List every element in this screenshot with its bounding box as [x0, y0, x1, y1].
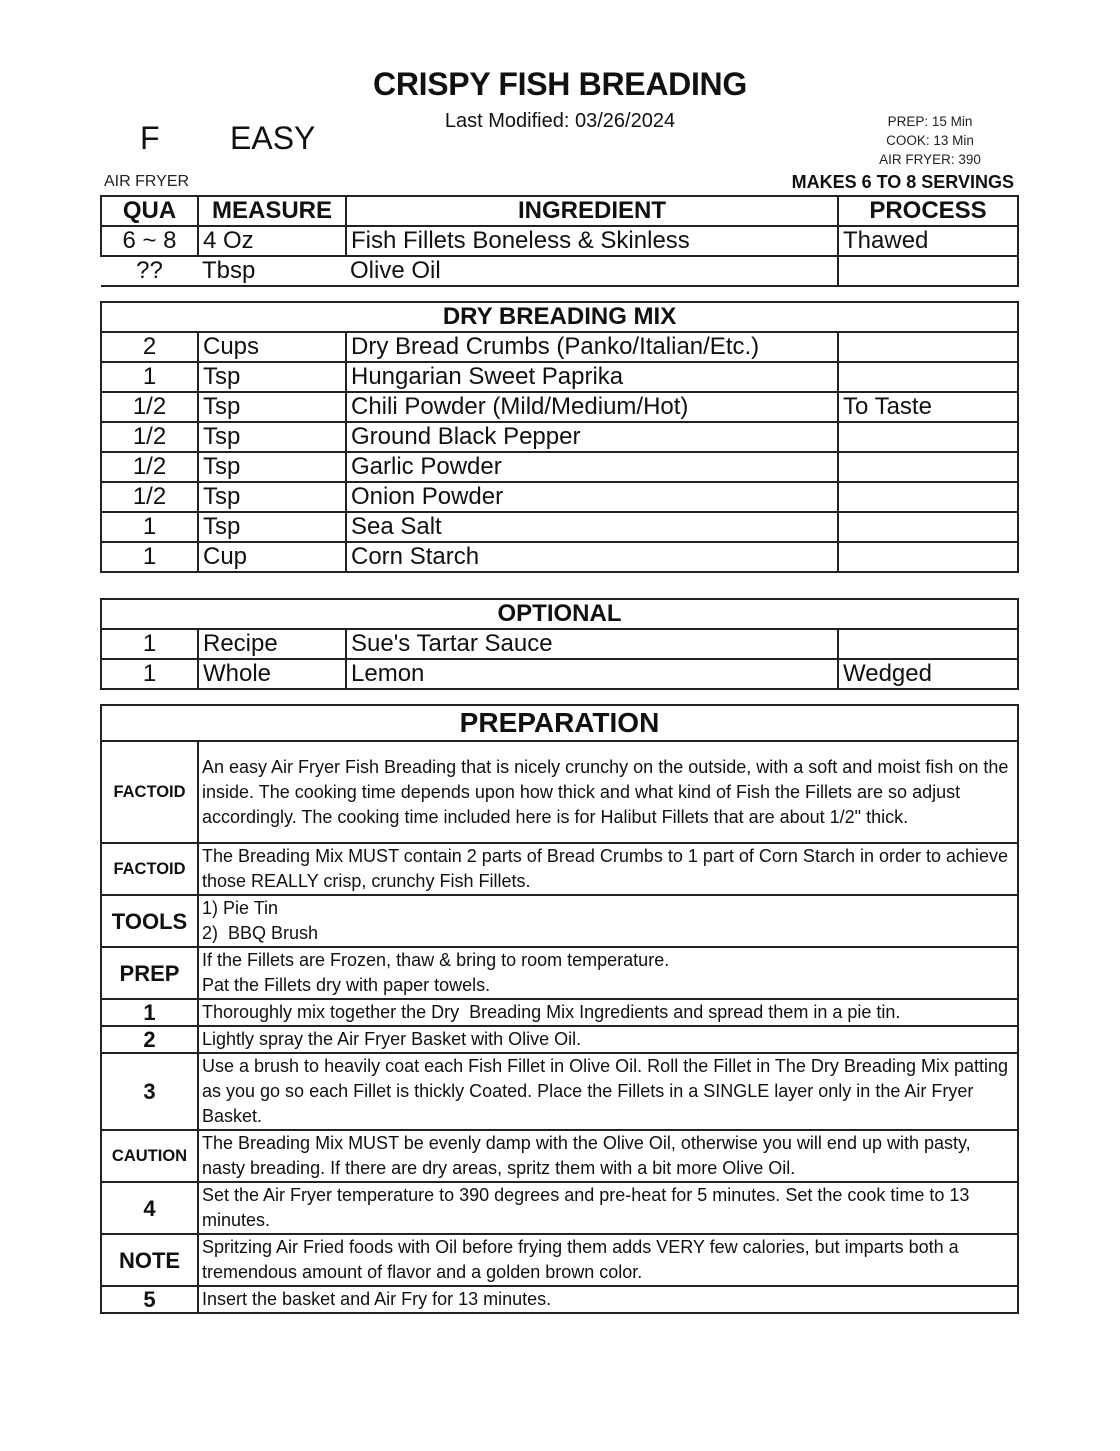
ingredient-cell: Hungarian Sweet Paprika [346, 362, 838, 392]
step-label: NOTE [101, 1234, 198, 1286]
qua-cell: 1/2 [101, 482, 198, 512]
column-header-process: PROCESS [838, 196, 1018, 226]
process-cell: Thawed [838, 226, 1018, 256]
prep-step [101, 999, 1018, 1026]
step-label: PREP [101, 947, 198, 999]
prep-time: PREP: 15 Min [887, 114, 973, 129]
process-cell [838, 256, 1018, 286]
prep-step [101, 1286, 1018, 1313]
qua-cell: 1 [101, 659, 198, 689]
qua-cell: 1 [101, 512, 198, 542]
prep-step [101, 1130, 1018, 1182]
step-text: Use a brush to heavily coat each Fish Fillet in Olive Oil. Roll the Fillet in The Dry Breading Mix patting as you go so each Fillet is thickly Coated. Place the Fillets in a SINGLE layer only in the Air Fryer Basket. [198, 1053, 1018, 1130]
table-row [101, 226, 1018, 256]
step-label: FACTOID [101, 843, 198, 895]
measure-cell: Tsp [198, 422, 346, 452]
step-label: 5 [101, 1286, 198, 1313]
process-cell [838, 482, 1018, 512]
measure-cell: Cups [198, 332, 346, 362]
ingredient-cell: Olive Oil [346, 256, 838, 286]
section-title: DRY BREADING MIX [101, 302, 1018, 332]
qua-cell: 2 [101, 332, 198, 362]
qua-cell: 1 [101, 362, 198, 392]
time-summary [860, 112, 1000, 169]
column-header-ingredient: INGREDIENT [346, 196, 838, 226]
table-row [101, 332, 1018, 362]
measure-cell: Tsp [198, 362, 346, 392]
ingredients-table [100, 195, 1019, 287]
table-row [101, 452, 1018, 482]
measure-cell: Tbsp [198, 256, 346, 286]
prep-step [101, 947, 1018, 999]
qua-cell: 1/2 [101, 422, 198, 452]
step-text: An easy Air Fryer Fish Breading that is nicely crunchy on the outside, with a soft and moist fish on the inside. The cooking time depends upon how thick and what kind of Fish the Fillets are so adjust accordingly. The cooking time included here is for Halibut Fillets that are about 1/2" thick. [198, 741, 1018, 843]
measure-cell: Cup [198, 542, 346, 572]
prep-step [101, 1182, 1018, 1234]
table-row [101, 542, 1018, 572]
ingredient-cell: Corn Starch [346, 542, 838, 572]
table-row [101, 422, 1018, 452]
step-text: Set the Air Fryer temperature to 390 degrees and pre-heat for 5 minutes. Set the cook time to 13 minutes. [198, 1182, 1018, 1234]
ingredient-cell: Sue's Tartar Sauce [346, 629, 838, 659]
ingredient-cell: Garlic Powder [346, 452, 838, 482]
table-row [101, 482, 1018, 512]
step-label: TOOLS [101, 895, 198, 947]
recipe-title: CRISPY FISH BREADING [373, 66, 747, 102]
table-row [101, 659, 1018, 689]
process-cell [838, 452, 1018, 482]
process-cell: To Taste [838, 392, 1018, 422]
process-cell [838, 512, 1018, 542]
measure-cell: Tsp [198, 452, 346, 482]
prep-line: Pat the Fillets dry with paper towels. [202, 975, 491, 995]
step-label: 2 [101, 1026, 198, 1053]
prep-step [101, 843, 1018, 895]
section-title: PREPARATION [101, 705, 1018, 741]
process-cell [838, 629, 1018, 659]
column-header-measure: MEASURE [198, 196, 346, 226]
difficulty-level: EASY [230, 120, 316, 156]
column-header-qua: QUA [101, 196, 198, 226]
qua-cell: ?? [101, 256, 198, 286]
qua-cell: 1 [101, 629, 198, 659]
step-label: 1 [101, 999, 198, 1026]
ingredient-cell: Onion Powder [346, 482, 838, 512]
cooking-method: AIR FRYER [104, 173, 190, 190]
prep-step [101, 741, 1018, 843]
step-label: CAUTION [101, 1130, 198, 1182]
step-text: The Breading Mix MUST contain 2 parts of Bread Crumbs to 1 part of Corn Starch in order to achieve those REALLY crisp, crunchy Fish Fillets. [198, 843, 1018, 895]
step-text: Spritzing Air Fried foods with Oil before frying them adds VERY few calories, but imparts both a tremendous amount of flavor and a golden brown color. [198, 1234, 1018, 1286]
ingredient-cell: Ground Black Pepper [346, 422, 838, 452]
measure-cell: Tsp [198, 392, 346, 422]
qua-cell: 1/2 [101, 452, 198, 482]
step-text: Insert the basket and Air Fry for 13 minutes. [198, 1286, 1018, 1313]
prep-line: If the Fillets are Frozen, thaw & bring to room temperature. [202, 950, 670, 970]
step-text: Thoroughly mix together the Dry Breading Mix Ingredients and spread them in a pie tin. [198, 999, 1018, 1026]
prep-step [101, 1053, 1018, 1130]
measure-cell: Tsp [198, 482, 346, 512]
prep-step [101, 1234, 1018, 1286]
prep-step [101, 895, 1018, 947]
table-row [101, 512, 1018, 542]
table-row [101, 256, 1018, 286]
process-cell: Wedged [838, 659, 1018, 689]
step-label: 3 [101, 1053, 198, 1130]
dry-breading-mix-table [100, 301, 1019, 573]
measure-cell: Tsp [198, 512, 346, 542]
step-text [198, 947, 1018, 999]
process-cell [838, 332, 1018, 362]
step-text: The Breading Mix MUST be evenly damp with the Olive Oil, otherwise you will end up with pasty, nasty breading. If there are dry areas, spritz them with a bit more Olive Oil. [198, 1130, 1018, 1182]
category-code: F [140, 120, 160, 156]
ingredient-cell: Fish Fillets Boneless & Skinless [346, 226, 838, 256]
table-row [101, 392, 1018, 422]
air-fryer-temp: AIR FRYER: 390 [879, 152, 981, 167]
table-row [101, 629, 1018, 659]
preparation-table [100, 704, 1019, 1314]
ingredient-cell: Lemon [346, 659, 838, 689]
tool-item: 1) Pie Tin [202, 898, 279, 918]
qua-cell: 1/2 [101, 392, 198, 422]
prep-step [101, 1026, 1018, 1053]
measure-cell: Recipe [198, 629, 346, 659]
table-header-row [101, 196, 1018, 226]
measure-cell: 4 Oz [198, 226, 346, 256]
measure-cell: Whole [198, 659, 346, 689]
step-label: 4 [101, 1182, 198, 1234]
step-label: FACTOID [101, 741, 198, 843]
optional-table [100, 598, 1019, 690]
process-cell [838, 542, 1018, 572]
table-row [101, 362, 1018, 392]
cook-time: COOK: 13 Min [886, 133, 974, 148]
tool-item: 2) BBQ Brush [202, 923, 319, 943]
step-text [198, 895, 1018, 947]
ingredient-cell: Chili Powder (Mild/Medium/Hot) [346, 392, 838, 422]
process-cell [838, 362, 1018, 392]
step-text: Lightly spray the Air Fryer Basket with Olive Oil. [198, 1026, 1018, 1053]
servings: MAKES 6 TO 8 SERVINGS [791, 172, 1014, 192]
qua-cell: 6 ~ 8 [101, 226, 198, 256]
ingredient-cell: Sea Salt [346, 512, 838, 542]
process-cell [838, 422, 1018, 452]
ingredient-cell: Dry Bread Crumbs (Panko/Italian/Etc.) [346, 332, 838, 362]
qua-cell: 1 [101, 542, 198, 572]
last-modified: Last Modified: 03/26/2024 [444, 110, 676, 132]
section-title: OPTIONAL [101, 599, 1018, 629]
